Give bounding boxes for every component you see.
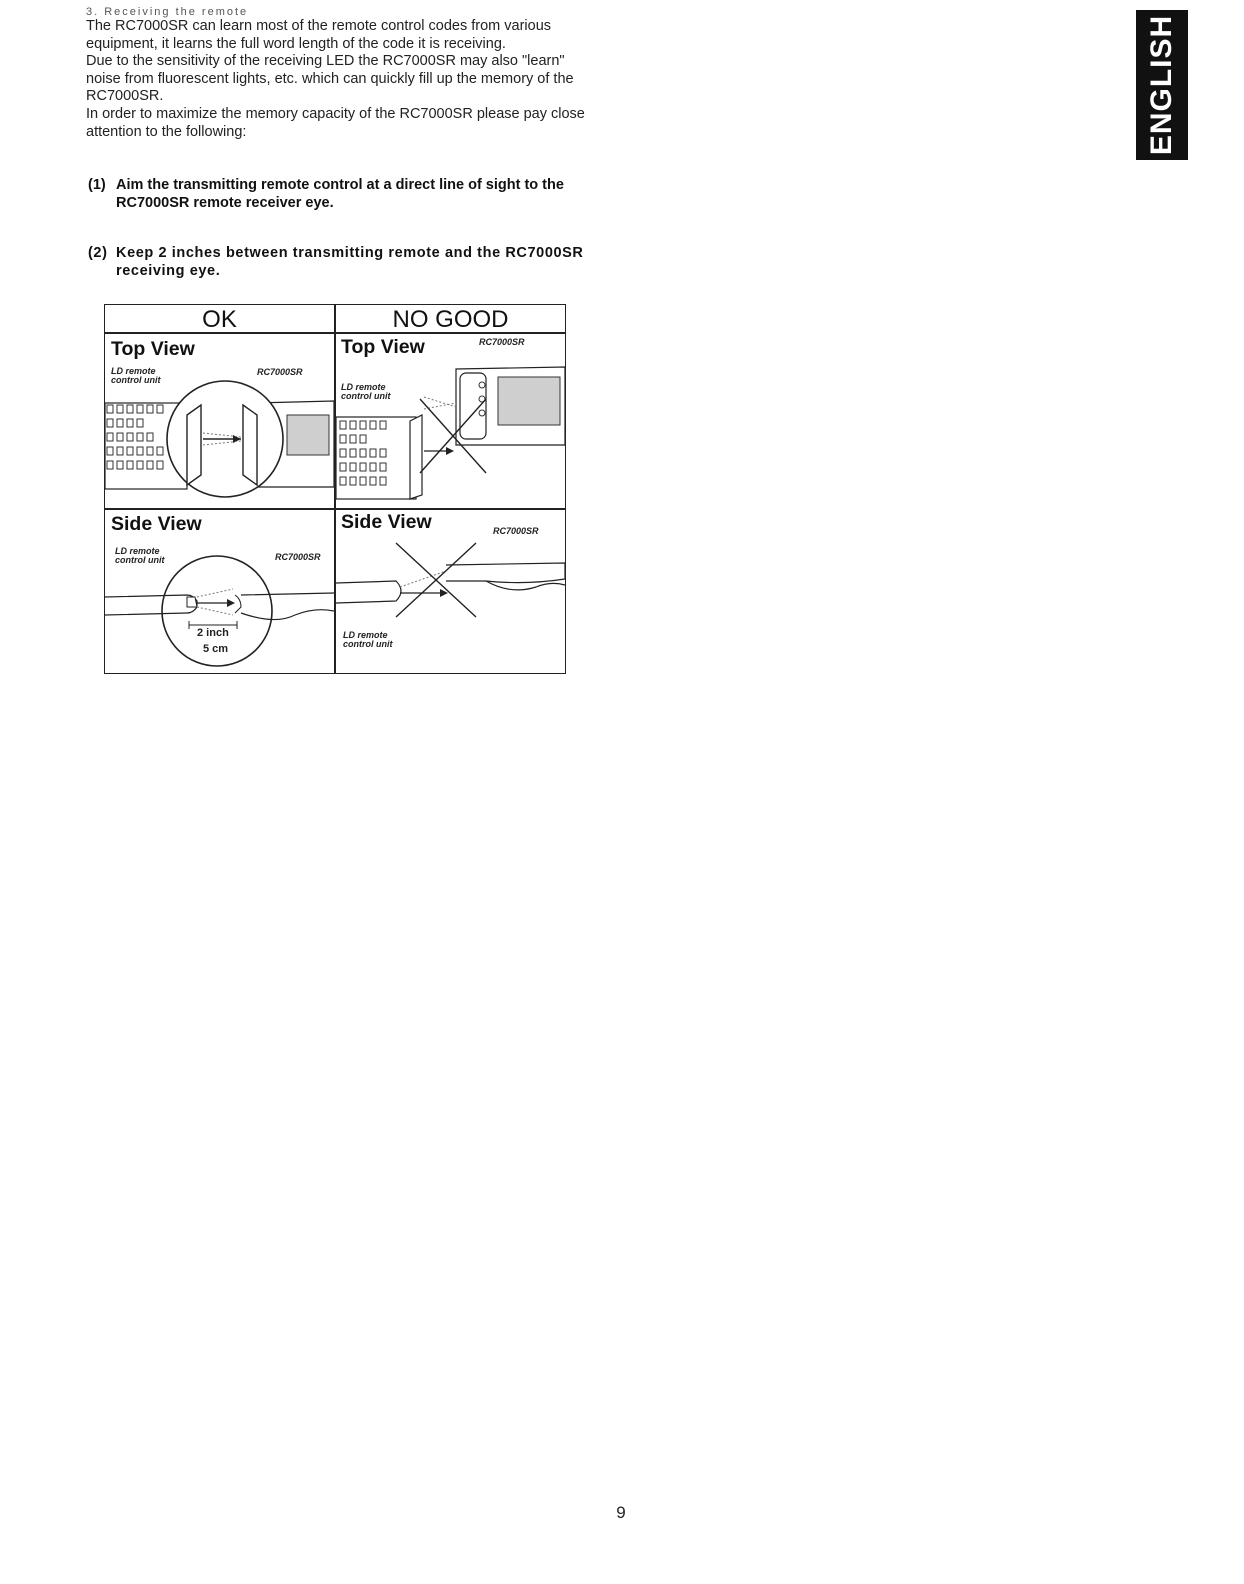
intro-paragraph: In order to maximize the memory capacity of the RC7000SR please pay close attention to the following: — [86, 105, 585, 140]
ok-top-view-illustration — [105, 375, 334, 505]
ld-label-line: control unit — [111, 375, 161, 385]
nogood-heading: NO GOOD — [392, 306, 509, 333]
language-tab — [1136, 10, 1188, 160]
instruction-2 — [88, 244, 586, 280]
ld-label-line: LD remote — [343, 630, 388, 640]
instruction-1 — [88, 176, 586, 212]
instruction-text: Keep 2 inches between transmitting remote and the RC7000SR receiving eye. — [116, 245, 584, 279]
instruction-number: (1) — [88, 177, 106, 193]
nogood-side-ld-label — [343, 631, 393, 649]
ld-label-line: LD remote — [111, 366, 156, 376]
ld-label-line: control unit — [341, 391, 391, 401]
nogood-top-rc-label: RC7000SR — [479, 337, 525, 347]
nogood-top-view-title: Top View — [341, 336, 425, 358]
ok-side-view-title: Side View — [111, 513, 202, 535]
figure-divider — [105, 508, 565, 510]
intro-text — [86, 18, 586, 141]
language-tab-label: ENGLISH — [1145, 14, 1178, 156]
nogood-side-view-illustration — [336, 535, 565, 635]
intro-paragraph: Due to the sensitivity of the receiving LED the RC7000SR may also "learn" noise from fluorescent lights, etc. which can quickly fill up the memory of the RC7000SR. — [86, 53, 574, 105]
ok-top-rc-label: RC7000SR — [257, 367, 303, 377]
intro-paragraph: The RC7000SR can learn most of the remote control codes from various equipment, it learns the full word length of the code it is receiving. — [86, 18, 552, 52]
ld-label-line: LD remote — [115, 546, 160, 556]
nogood-side-view-title: Side View — [341, 511, 432, 533]
page-number: 9 — [616, 1503, 626, 1522]
instruction-number: (2) — [88, 245, 108, 261]
nogood-top-view-illustration — [336, 355, 565, 505]
section-heading-fragment: 3. Receiving the remote — [86, 6, 249, 18]
ld-label-line: LD remote — [341, 382, 386, 392]
distance-inch-label: 2 inch — [197, 627, 229, 639]
nogood-side-rc-label: RC7000SR — [493, 526, 539, 536]
ok-heading: OK — [202, 306, 237, 333]
ok-top-view-title: Top View — [111, 338, 195, 360]
ld-label-line: control unit — [343, 639, 393, 649]
ld-label-line: control unit — [115, 555, 165, 565]
ok-side-rc-label: RC7000SR — [275, 552, 321, 562]
remote-placement-figure — [104, 304, 566, 674]
instruction-text: Aim the transmitting remote control at a direct line of sight to the RC7000SR remote receiver eye. — [116, 177, 564, 211]
distance-cm-label: 5 cm — [203, 643, 229, 655]
